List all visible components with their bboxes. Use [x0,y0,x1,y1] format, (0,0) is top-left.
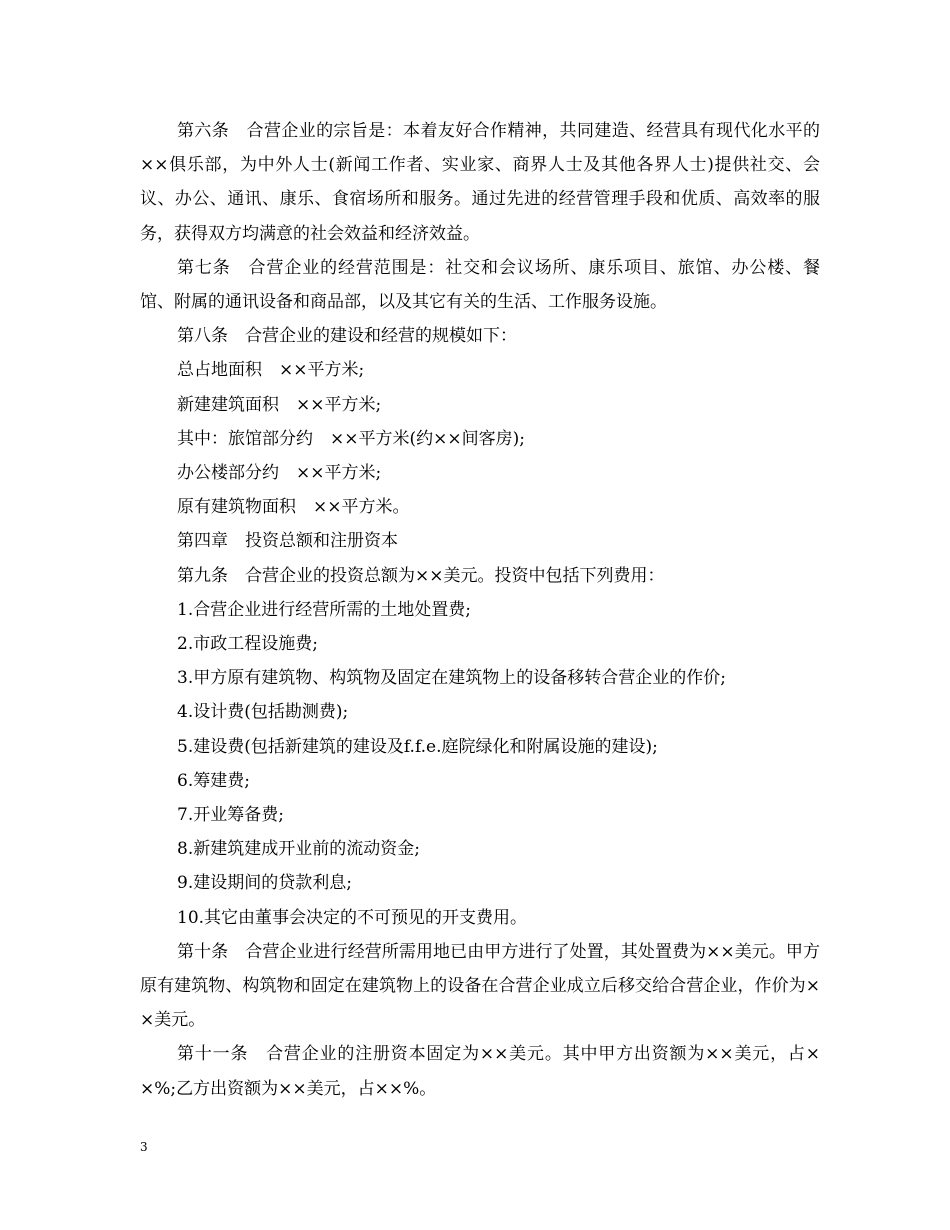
scale-item-office-area: 办公楼部分约 ××平方米; [177,463,382,484]
article-6-paragraph: 第六条 合营企业的宗旨是：本着友好合作精神，共同建造、经营具有现代化水平的××俱乐部，为中外人士(新闻工作者、实业家、商界人士及其他各界人士)提供社交、会议、办公、通讯、康乐、食宿场所和服务。通过先进的经营管理手段和优质、高效率的服务，获得双方均满意的社会效益和经济效益。 [140,121,820,244]
cost-item-2: 2.市政工程设施费; [177,634,318,655]
scale-item-existing-building-area: 原有建筑物面积 ××平方米。 [177,497,410,518]
scale-item-new-building-area: 新建建筑面积 ××平方米; [177,394,382,415]
cost-item-7: 7.开业筹备费; [177,805,284,826]
cost-item-8: 8.新建筑建成开业前的流动资金; [177,839,420,860]
article-11-paragraph: 第十一条 合营企业的注册资本固定为××美元。其中甲方出资额为××美元，占××%;乙方出资额为××美元，占××%。 [140,1044,820,1099]
cost-item-1: 1.合营企业进行经营所需的土地处置费; [177,599,471,620]
cost-item-9: 9.建设期间的贷款利息; [177,873,352,894]
scale-item-hotel-area: 其中：旅馆部分约 ××平方米(约××间客房); [177,428,525,449]
cost-item-3: 3.甲方原有建筑物、构筑物及固定在建筑物上的设备移转合营企业的作价; [177,668,726,689]
page-number: 3 [140,1140,148,1154]
document-body [140,114,820,1106]
chapter-4-heading: 第四章 投资总额和注册资本 [177,531,398,552]
cost-item-6: 6.筹建费; [177,770,250,791]
scale-item-total-land-area: 总占地面积 ××平方米; [177,360,365,381]
cost-item-10: 10.其它由董事会决定的不可预见的开支费用。 [177,907,528,928]
article-7-paragraph: 第七条 合营企业的经营范围是：社交和会议场所、康乐项目、旅馆、办公楼、餐馆、附属的通讯设备和商品部，以及其它有关的生活、工作服务设施。 [140,257,820,313]
cost-item-4: 4.设计费(包括勘测费); [177,702,349,723]
cost-item-5: 5.建设费(包括新建筑的建设及f.f.e.庭院绿化和附属设施的建设); [177,736,658,757]
article-9-paragraph: 第九条 合营企业的投资总额为××美元。投资中包括下列费用： [177,565,665,586]
article-8-paragraph: 第八条 合营企业的建设和经营的规模如下： [177,326,517,347]
article-10-paragraph: 第十条 合营企业进行经营所需用地已由甲方进行了处置，其处置费为××美元。甲方原有建筑物、构筑物和固定在建筑物上的设备在合营企业成立后移交给合营企业，作价为××美元。 [140,941,820,1031]
